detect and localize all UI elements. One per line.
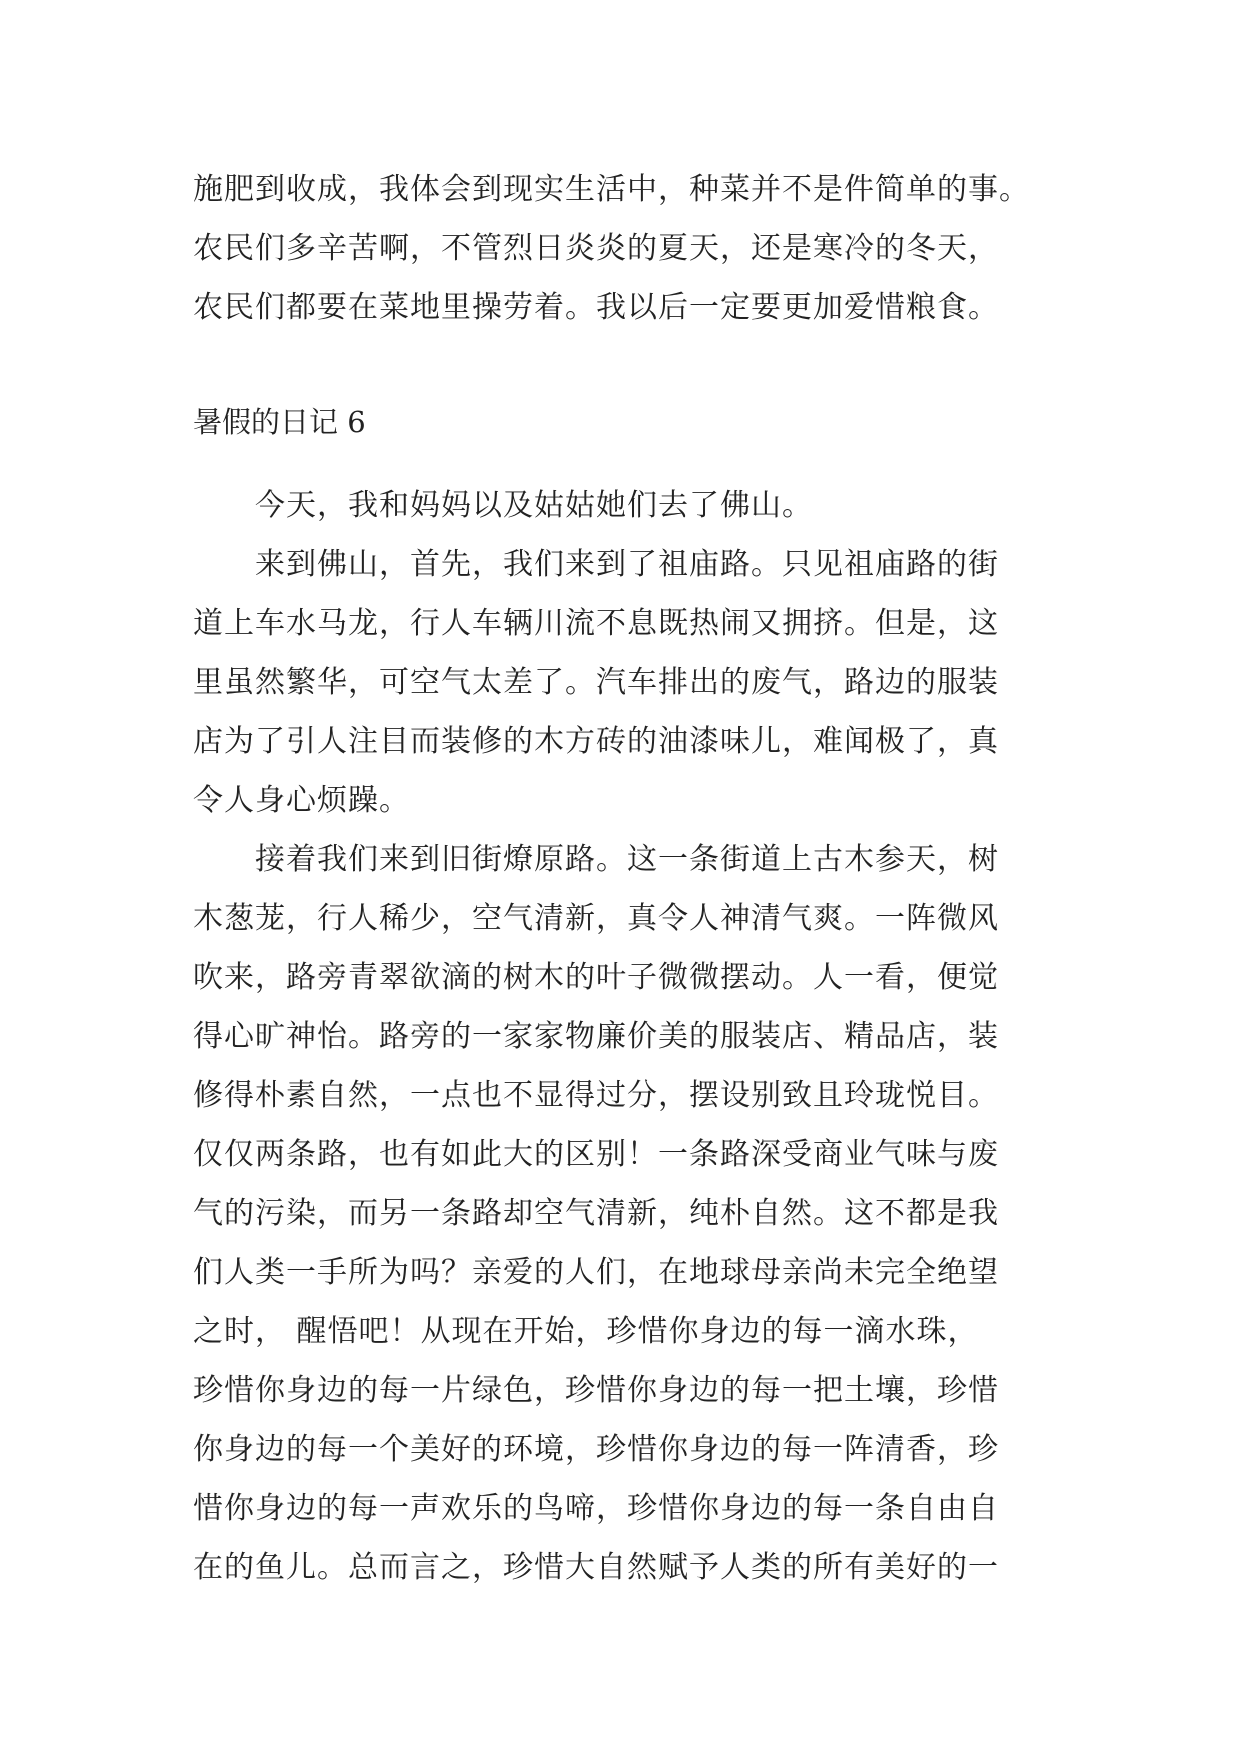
paragraph-first-line: 来到佛山，首先，我们来到了祖庙路。只见祖庙路的街 — [255, 547, 999, 582]
paragraph-line: 修得朴素自然，一点也不显得过分，摆设别致且玲珑悦目。 — [193, 1078, 999, 1113]
entry-body — [193, 476, 1073, 1597]
paragraph-line: 农民们多辛苦啊，不管烈日炎炎的夏天，还是寒冷的冬天， — [193, 231, 999, 266]
paragraph-line: 店为了引人注目而装修的木方砖的油漆味儿，难闻极了，真 — [193, 724, 999, 759]
paragraph-line: 珍惜你身边的每一片绿色，珍惜你身边的每一把土壤，珍惜 — [193, 1373, 999, 1408]
previous-entry-ending — [193, 160, 1073, 337]
paragraph-line: 里虽然繁华，可空气太差了。汽车排出的废气，路边的服装 — [193, 665, 999, 700]
paragraph-line: 道上车水马龙，行人车辆川流不息既热闹又拥挤。但是，这 — [193, 606, 999, 641]
paragraph-line: 们人类一手所为吗？亲爱的人们，在地球母亲尚未完全绝望 — [193, 1255, 999, 1290]
paragraph-line: 仅仅两条路，也有如此大的区别！一条路深受商业气味与废 — [193, 1137, 999, 1172]
paragraph-first-line: 今天，我和妈妈以及姑姑她们去了佛山。 — [255, 488, 813, 523]
paragraph-line: 吹来，路旁青翠欲滴的树木的叶子微微摆动。人一看，便觉 — [193, 960, 999, 995]
paragraph-line: 你身边的每一个美好的环境，珍惜你身边的每一阵清香，珍 — [193, 1432, 999, 1467]
paragraph-line: 得心旷神怡。路旁的一家家物廉价美的服装店、精品店，装 — [193, 1019, 999, 1054]
paragraph-line: 气的污染，而另一条路却空气清新，纯朴自然。这不都是我 — [193, 1196, 999, 1231]
paragraph-line: 令人身心烦躁。 — [193, 783, 410, 818]
paragraph-line: 在的鱼儿。总而言之，珍惜大自然赋予人类的所有美好的一 — [193, 1550, 999, 1585]
paragraph-line: 之时， 醒悟吧！从现在开始，珍惜你身边的每一滴水珠， — [193, 1314, 979, 1349]
paragraph-line: 农民们都要在菜地里操劳着。我以后一定要更加爱惜粮食。 — [193, 290, 999, 325]
paragraph-first-line: 接着我们来到旧街燎原路。这一条街道上古木参天，树 — [255, 842, 999, 877]
paragraph-line: 木葱茏，行人稀少，空气清新，真令人神清气爽。一阵微风 — [193, 901, 999, 936]
entry-heading: 暑假的日记 6 — [193, 405, 366, 439]
paragraph-line: 惜你身边的每一声欢乐的鸟啼，珍惜你身边的每一条自由自 — [193, 1491, 999, 1526]
paragraph-line: 施肥到收成，我体会到现实生活中，种菜并不是件简单的事。 — [193, 172, 1030, 207]
